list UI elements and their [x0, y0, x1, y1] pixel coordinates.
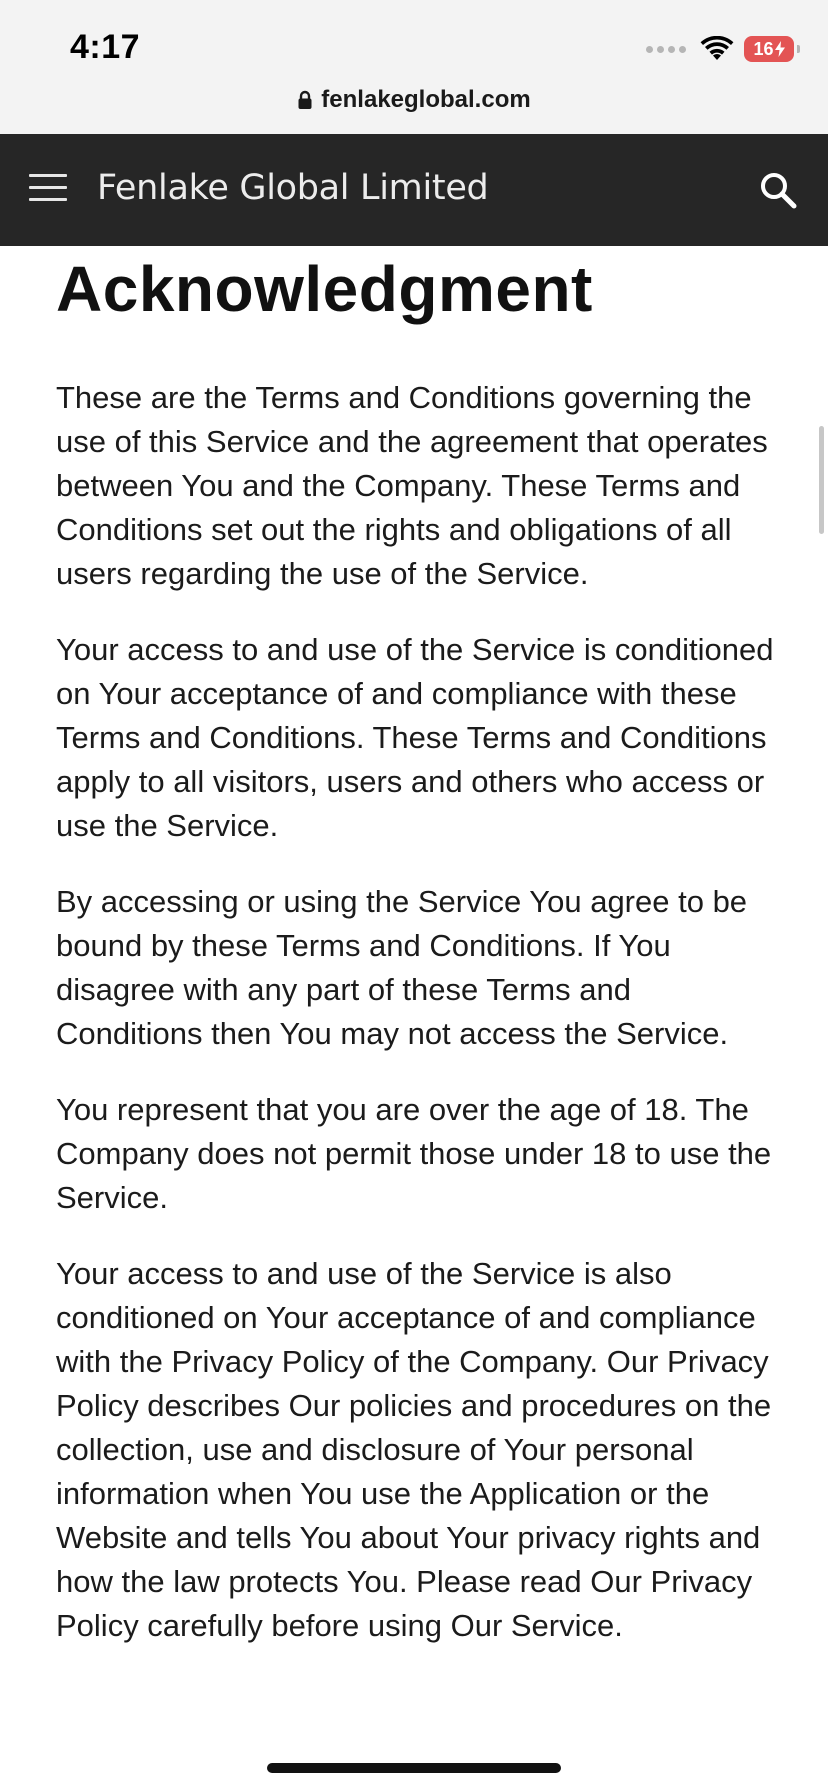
hamburger-menu-icon[interactable] — [29, 174, 67, 204]
search-icon[interactable] — [758, 170, 798, 210]
status-icons — [646, 34, 794, 64]
url-text: fenlakeglobal.com — [321, 86, 531, 113]
lock-icon — [297, 90, 313, 110]
paragraph-terms-overview: These are the Terms and Conditions governing the use of this Service and the agreement that operates between You and the Company. These Terms and Conditions set out the rights and obligations of all users regarding the use of the Service. — [56, 380, 768, 592]
paragraph-age-requirement: You represent that you are over the age of 18. The Company does not permit those under 18 to use the Service. — [56, 1092, 772, 1216]
status-bar — [0, 0, 828, 134]
wifi-icon — [700, 36, 734, 62]
cellular-signal-icon — [646, 46, 686, 53]
charging-bolt-icon — [775, 41, 785, 57]
battery-icon — [744, 36, 794, 62]
paragraph-agreement: By accessing or using the Service You agree to be bound by these Terms and Conditions. If You disagree with any part of these Terms and Conditions then You may not access the Service. — [56, 884, 748, 1052]
battery-level: 16 — [753, 38, 774, 59]
site-title[interactable]: Fenlake Global Limited — [97, 168, 489, 208]
address-bar[interactable] — [0, 86, 828, 114]
page-heading: Acknowledgment — [56, 253, 593, 325]
site-header — [0, 134, 828, 246]
paragraph-acceptance: Your access to and use of the Service is conditioned on Your acceptance of and compliance with these Terms and Conditions. These Terms and Conditions apply to all visitors, users and others who access or use the Service. — [56, 632, 774, 844]
scrollbar[interactable] — [819, 426, 824, 534]
home-indicator[interactable] — [267, 1763, 561, 1773]
status-time: 4:17 — [70, 28, 141, 66]
paragraph-privacy-policy: Your access to and use of the Service is also conditioned on Your acceptance of and compliance with the Privacy Policy of the Company. Our Privacy Policy describes Our policies and procedures on the collection, use and disclosure of Your personal information when You use the Application or the Website and tells You about Your privacy rights and how the law protects You. Please read Our Privacy Policy carefully before using Our Service. — [56, 1256, 772, 1644]
main-content — [56, 246, 782, 1648]
